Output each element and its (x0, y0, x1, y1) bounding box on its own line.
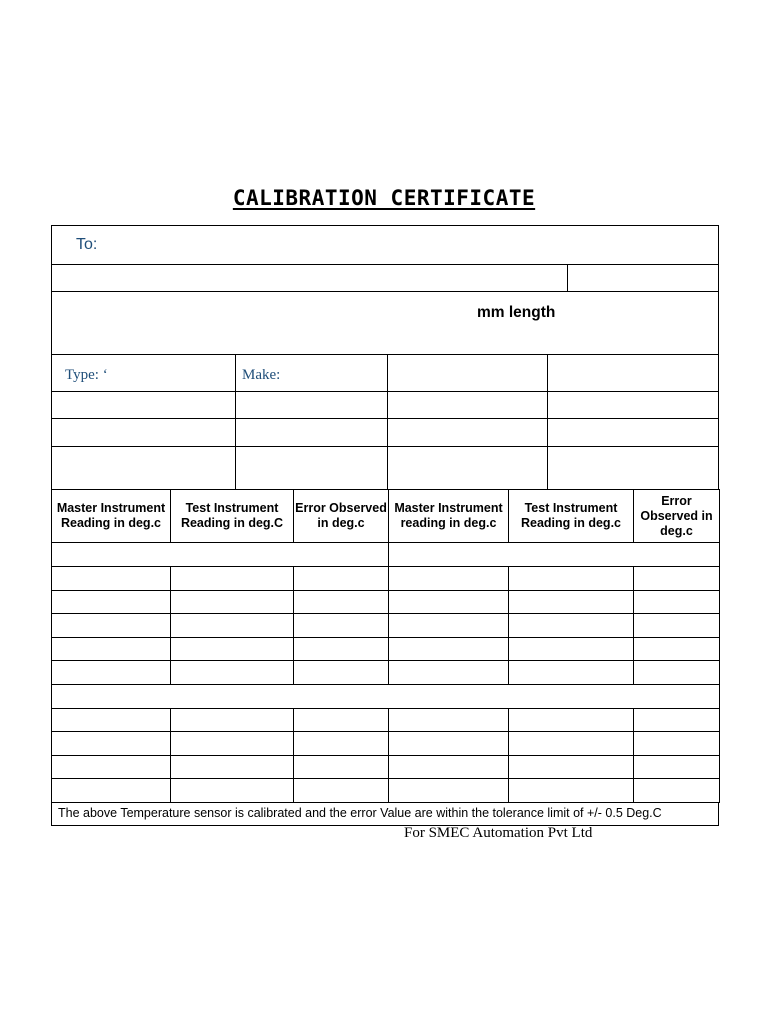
table-cell (52, 708, 171, 732)
table-cell (294, 590, 389, 614)
column-header: Master Instrument Reading in deg.c (52, 490, 171, 543)
table-cell (389, 779, 509, 803)
table-cell (294, 755, 389, 779)
info-cell (235, 446, 388, 490)
info-cell (547, 446, 719, 490)
column-header: Test Instrument Reading in deg.C (171, 490, 294, 543)
table-cell (52, 684, 720, 708)
table-row (52, 590, 720, 614)
table-row (52, 661, 720, 685)
table-cell (389, 637, 509, 661)
table-cell (52, 614, 171, 638)
table-cell (52, 661, 171, 685)
table-cell (389, 590, 509, 614)
info-cell (51, 391, 236, 419)
table-cell (171, 567, 294, 591)
make-cell (235, 354, 388, 392)
table-cell (509, 708, 634, 732)
table-cell (171, 779, 294, 803)
info-cell (547, 354, 719, 392)
info-cell (387, 391, 548, 419)
table-row (52, 637, 720, 661)
type-cell (51, 354, 236, 392)
info-cell (547, 391, 719, 419)
table-row (52, 708, 720, 732)
table-cell (634, 567, 720, 591)
info-cell (235, 391, 388, 419)
length-label: mm length (477, 304, 556, 321)
table-cell (634, 779, 720, 803)
table-cell (509, 614, 634, 638)
address-side-cell (567, 264, 719, 292)
document-title: CALIBRATION CERTIFICATE (232, 186, 536, 210)
table-row (52, 755, 720, 779)
readings-table (51, 489, 720, 803)
table-section-row (52, 543, 720, 567)
info-cell (387, 354, 548, 392)
table-cell (52, 779, 171, 803)
table-row (52, 732, 720, 756)
table-header-row (52, 490, 720, 543)
table-cell (509, 732, 634, 756)
table-cell (171, 732, 294, 756)
table-cell (509, 637, 634, 661)
table-cell (294, 614, 389, 638)
table-cell (294, 637, 389, 661)
table-cell (634, 590, 720, 614)
column-header: Error Observed in deg.c (634, 490, 720, 543)
table-cell (634, 614, 720, 638)
table-cell (389, 755, 509, 779)
table-cell (171, 661, 294, 685)
table-cell (52, 590, 171, 614)
table-row (52, 614, 720, 638)
make-label: Make: (242, 367, 281, 383)
table-cell (171, 590, 294, 614)
table-cell (634, 732, 720, 756)
table-cell (389, 732, 509, 756)
table-cell (509, 590, 634, 614)
table-cell (389, 567, 509, 591)
table-cell (52, 543, 389, 567)
to-label: To: (76, 236, 98, 253)
table-cell (171, 614, 294, 638)
table-cell (52, 732, 171, 756)
table-cell (389, 708, 509, 732)
table-cell (509, 779, 634, 803)
table-cell (509, 567, 634, 591)
table-cell (509, 661, 634, 685)
table-cell (389, 614, 509, 638)
table-cell (52, 567, 171, 591)
length-section (51, 291, 719, 355)
info-cell (547, 418, 719, 447)
table-cell (509, 755, 634, 779)
table-cell (634, 637, 720, 661)
table-row (52, 567, 720, 591)
info-cell (235, 418, 388, 447)
table-row (52, 779, 720, 803)
table-cell (634, 755, 720, 779)
table-cell (294, 732, 389, 756)
info-cell (387, 446, 548, 490)
info-cell (387, 418, 548, 447)
info-cell (51, 446, 236, 490)
table-cell (52, 637, 171, 661)
table-section-row (52, 684, 720, 708)
table-cell (389, 543, 720, 567)
to-section (51, 225, 719, 265)
info-cell (51, 418, 236, 447)
column-header: Master Instrument reading in deg.c (389, 490, 509, 543)
signature-line: For SMEC Automation Pvt Ltd (404, 825, 593, 841)
table-cell (634, 661, 720, 685)
address-cell (51, 264, 568, 292)
column-header: Test Instrument Reading in deg.c (509, 490, 634, 543)
table-cell (52, 755, 171, 779)
table-cell (171, 755, 294, 779)
table-cell (294, 779, 389, 803)
table-cell (294, 661, 389, 685)
table-cell (294, 567, 389, 591)
table-cell (634, 708, 720, 732)
column-header: Error Observed in deg.c (294, 490, 389, 543)
table-cell (171, 708, 294, 732)
calibration-statement: The above Temperature sensor is calibrated and the error Value are within the tolerance limit of +/- 0.5 Deg.C (51, 802, 719, 826)
table-cell (171, 637, 294, 661)
type-label: Type: ‘ (65, 367, 108, 383)
table-cell (294, 708, 389, 732)
table-cell (389, 661, 509, 685)
